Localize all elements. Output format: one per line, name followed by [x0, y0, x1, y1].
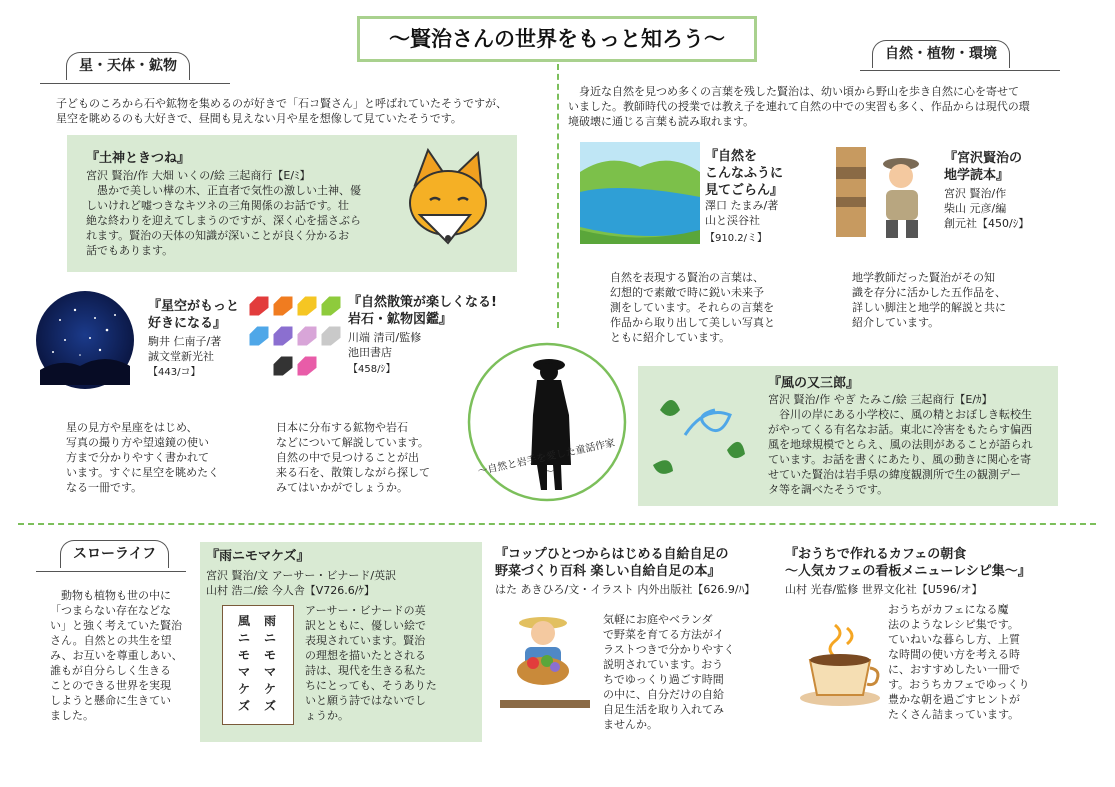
tab-underline: [36, 571, 186, 572]
book-desc: 自然を表現する賢治の言葉は、 幻想的で素敵で時に鋭い未来予 測をしています。それらの言葉を 作品から取り出して美しい写真と ともに紹介しています。: [610, 271, 775, 344]
nature-intro: 身近な自然を見つめ多くの言葉を残した賢治は、幼い頃から野山を歩き自然に心を寄せて いました。教師時代の授業では教え子を連れて自然の中での実習も多く、作品からは現代の環 境破壊に通じる言葉も読み取れます。: [568, 85, 1030, 128]
book-call-number: 【443/コ】: [148, 367, 201, 378]
book-title: 『おうちで作れるカフェの朝食 ～人気カフェの看板メニューレシピ集～』: [785, 547, 1031, 579]
book-title: 『星空がもっと 好きになる』: [148, 299, 240, 331]
book-title: 『自然散策が楽しくなる! 岩石・鉱物図鑑』: [348, 295, 497, 327]
poem-frame: [222, 605, 294, 725]
slowlife-intro: 動物も植物も世の中に 「つまらない存在などな い」と強く考えていた賢治 さん。自然との共生を望 み、お互いを尊重しあい、 誰もが自分らしく生きる ことのできる世界を実現 しようと懸命に生きてい ました。: [50, 589, 183, 722]
book-desc: 日本に分布する鉱物や岩石 などについて解説しています。 自然の中で見つけることが出 来る石を、散策しながら探して みてはいかがでしょうか。: [276, 421, 430, 494]
tab-underline: [40, 83, 230, 84]
poem-line-wind: 風ニモマケズ: [238, 614, 251, 713]
book-credit: 澤口 たまみ/著 山と渓谷社: [705, 199, 779, 227]
fox-illustration: [400, 145, 495, 250]
book-title: 『風の又三郎』: [768, 376, 860, 391]
book-credit: 山村 光春/監修 世界文化社【U596/オ】: [785, 583, 983, 596]
starry-sky-image: [35, 290, 135, 390]
book-title: 『コップひとつからはじめる自給自足の 野菜づくり百科 楽しい自給自足の本』: [495, 547, 729, 579]
farmer-vegetables-illustration: [495, 605, 595, 715]
geologist-illustration: [836, 142, 936, 242]
book-credit: はた あきひろ/文・イラスト 内外出版社【626.9/ﾊ】: [495, 583, 756, 596]
divider-horizontal: [18, 523, 1096, 525]
book-desc: 愚かで美しい樺の木、正直者で気性の激しい土神、優 しいけれど嘘つきなキツネの三角関係のお話です。壮 絶な終わりを迎えてしまうのですが、深く心を揺さぶら れます。賢治の天体の知識が深いことが良く分かるお 話でもあります。: [86, 184, 361, 257]
section-tab-nature: 自然・植物・環境: [872, 40, 1010, 68]
book-credit: 駒井 仁南子/著 誠文堂新光社: [148, 335, 222, 363]
poem-line-rain: 雨ニモマケズ: [264, 614, 277, 713]
section-tab-slowlife: スローライフ: [60, 540, 169, 568]
book-desc: 星の見方や星座をはじめ、 写真の撮り方や望遠鏡の使い 方まで分かりやすく書かれて います。すぐに星空を眺めたく なる一冊です。: [66, 421, 220, 494]
book-credit: 宮沢 賢治/文 アーサー・ビナード/英訳 山村 浩二/絵 今人舎【V726.6/ｹ】: [206, 569, 397, 597]
section-tab-stars: 星・天体・鉱物: [66, 52, 190, 80]
book-desc: アーサー・ビナードの英 訳とともに、優しい絵で 表現されています。賢治 の理想を描いたとされる 詩は、現代を生きる私た ちにとっても、そうありた いと願う詩ではないでし ょうか。: [305, 604, 437, 722]
book-credit: 川端 清司/監修 池田書店: [348, 331, 422, 359]
book-title: 『雨ニモマケズ』: [206, 549, 310, 564]
book-desc: 気軽にお庭やベランダ で野菜を育てる方法がイ ラストつきで分かりやすく 説明されています。おう ちでゆっくり過ごす時間 の中に、自分だけの自給 自足生活を取り入れてみ ませんか。: [603, 613, 735, 731]
book-credit: 宮沢 賢治/作 大畑 いくの/絵 三起商行【E/ﾐ】: [86, 169, 311, 182]
lake-landscape-image: [580, 142, 700, 244]
page-title: ～賢治さんの世界をもっと知ろう～: [357, 16, 757, 62]
book-title: 『土神ときつね』: [86, 151, 191, 166]
gems-illustration: [247, 296, 347, 378]
divider-vertical: [557, 64, 559, 328]
emblem-caption: ～自然と岩手を愛した童話作家～: [476, 437, 617, 479]
book-desc: おうちがカフェになる魔 法のようなレシピ集です。 ていねいな暮らし方、上質 な時間の使い方を考える時 に、おすすめしたい一冊で す。おうちカフェでゆっくり 豊かな朝を過ごすヒントが たくさん詰まっています。: [888, 603, 1030, 721]
book-title: 『宮沢賢治の 地学読本』: [944, 151, 1023, 183]
wind-leaves-illustration: [645, 380, 760, 490]
book-call-number: 【910.2/ミ】: [705, 233, 767, 244]
book-desc: 谷川の岸にある小学校に、風の精とおぼしき転校生 がやってくる有名なお話。東北に冷害をもたらす偏西 風を地球規模でとらえ、風の法則があることが語られ ています。お話を書くにあたり、風の動きに関心を寄 せていた賢治は岩手県の緯度観測所で生の観測デー タ等を調べたそうです。: [768, 408, 1033, 496]
tab-underline: [860, 70, 1060, 71]
book-desc: 地学教師だった賢治がその知 識を存分に活かした五作品を、 詳しい脚注と地学的解説と共に 紹介しています。: [852, 271, 1006, 329]
coffee-cup-illustration: [795, 620, 885, 710]
book-title: 『自然を こんなふうに 見てごらん』: [705, 149, 784, 198]
book-credit: 宮沢 賢治/作 柴山 元彦/編 創元社【450/ｼ】: [944, 187, 1030, 230]
book-credit: 宮沢 賢治/作 やぎ たみこ/絵 三起商行【E/ｶ】: [768, 393, 993, 406]
book-call-number: 【458/ｼ】: [348, 364, 396, 375]
stars-intro: 子どものころから石や鉱物を集めるのが好きで「石コ賢さん」と呼ばれていたそうですが、 星空を眺めるのも大好きで、昼間も見えない月や星を想像して見ていたそうです。: [56, 97, 507, 125]
